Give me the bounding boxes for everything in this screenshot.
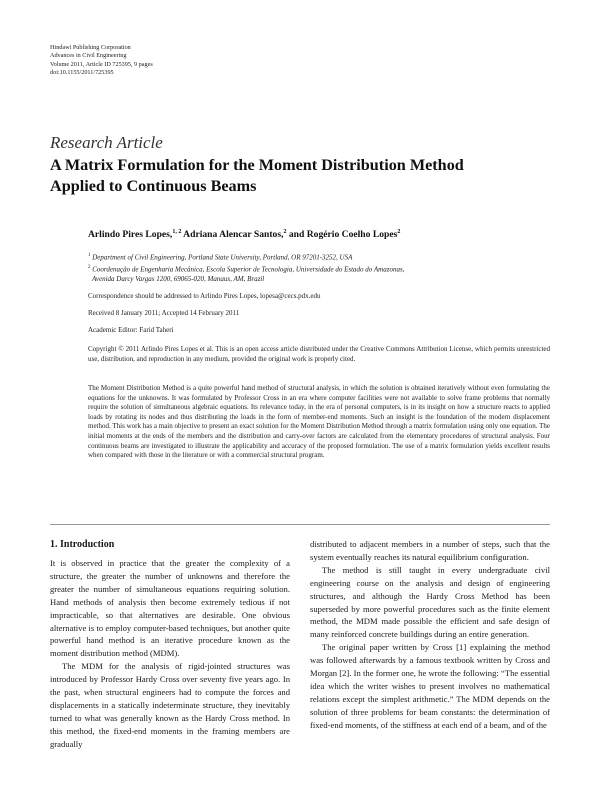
left-column	[50, 538, 290, 751]
author-affiliation-mark: 2	[283, 229, 287, 235]
affiliation-text: Department of Civil Engineering, Portland State University, Portland, OR 97201-3252, USA	[90, 253, 353, 262]
title-line: Applied to Continuous Beams	[50, 177, 257, 195]
body-paragraph: The method is still taught in every undergraduate civil engineering course on the analysis and design of engineering structures, and although the Hardy Cross Method has been superseded by more powerful procedures such as the finite element method, the MDM made possible the efficient and safe design of many reinforced concrete buildings during an entire generation.	[310, 564, 550, 640]
volume-info: Volume 2011, Article ID 725395, 9 pages	[50, 60, 153, 68]
article-type: Research Article	[50, 133, 163, 152]
author-name: Arlindo Pires Lopes,	[88, 229, 173, 241]
author-list	[88, 229, 400, 240]
section-divider	[50, 524, 550, 525]
academic-editor: Academic Editor: Farid Taheri	[88, 326, 174, 334]
affiliations	[88, 251, 404, 284]
right-column	[310, 538, 550, 732]
doi: doi:10.1155/2011/725395	[50, 69, 114, 77]
paper-title	[50, 155, 550, 197]
journal-name: Advances in Civil Engineering	[50, 52, 127, 60]
copyright-notice: Copyright © 2011 Arlindo Pires Lopes et al. This is an open access article distributed under the Creative Commons Attribution License, which permits unrestricted use, distribution, and reproduction in any medium, provided the original work is properly cited.	[88, 345, 550, 363]
affiliation-text: Coordenação de Engenharia Mecânica, Escola Superior de Tecnologia, Universidade do Estado do Amazonas,	[90, 265, 405, 274]
affiliation-mark: 1	[88, 253, 91, 258]
affiliation-2	[88, 263, 404, 275]
body-paragraph: The MDM for the analysis of rigid-jointed structures was introduced by Professor Hardy Cross over seventy five years ago. In the past, when structural engineers had to compute the forces and displacements in a statically indeterminate structure, they inevitably turned to what was generally known as the Hardy Cross method. In this method, the fixed-end moments in the framing members are gradually	[50, 661, 290, 749]
affiliation-1	[88, 251, 404, 263]
abstract: The Moment Distribution Method is a quite powerful hand method of structural analysis, in which the solution is obtained iteratively without even formulating the equations for the unknowns. It was formulated by Professor Cross in an era where computer facilities were not available to solve frame problems that normally require the solution of simultaneous algebraic equations. Its relevance today, in the era of personal computers, is in its insight on how a structure reacts to applied loads by rotating its nodes and thus distributing the loads in the form of member-end moments. Such an insight is the foundation of the modern displacement method. This work has a main objective to present an exact solution for the Moment Distribution Method through a matrix formulation using only one equation. The initial moments at the ends of the members and the distribution and carry-over factors are calculated from the elementary procedures of structural analysis. Four continuous beams are investigated to illustrate the applicability and accuracy of the proposed formulation. The use of a matrix formulation yields excellent results when compared with those in the literature or with a commercial structural program.	[88, 384, 550, 460]
body-paragraph: distributed to adjacent members in a number of steps, such that the system eventually reaches its natural equilibrium configuration.	[310, 539, 550, 562]
author-name: Adriana Alencar Santos,	[181, 229, 284, 241]
correspondence: Correspondence should be addressed to Arlindo Pires Lopes, lopesa@cecs.pdx.edu	[88, 292, 321, 300]
publisher-name: Hindawi Publishing Corporation	[50, 44, 131, 51]
title-line: A Matrix Formulation for the Moment Distribution Method	[50, 156, 464, 174]
affiliation-mark: 2	[88, 264, 91, 270]
journal-header	[50, 44, 153, 78]
affiliation-2-continued: Avenida Darcy Vargas 1200, 69065-020, Manaus, AM, Brazil	[92, 274, 265, 283]
author-affiliation-mark: 1, 2	[172, 229, 182, 235]
body-paragraph: The original paper written by Cross [1] explaining the method was followed afterwards by a famous textbook written by Cross and Morgan [2]. In the former one, he wrote the following: “The essential idea which the writer wishes to present involves no mathematical relations except the simplest arithmetic.” The MDM depends on the solution of three problems for beam constants: the determination of fixed-end moments, of the stiffness at each end of a beam, and of the	[310, 642, 550, 730]
body-paragraph: It is observed in practice that the greater the complexity of a structure, the greater the number of unknowns and therefore the greater the number of simultaneous equations requiring solution. Hand methods of analysis then become extremely tedious if not impracticable, so that alternatives are desirable. One obvious alternative is to employ computer-based techniques, but another quite powerful hand method is an iterative procedure known as the moment distribution method (MDM).	[50, 558, 290, 659]
section-heading: 1. Introduction	[50, 539, 115, 550]
author-name: and Rogério Coelho Lopes	[286, 229, 398, 241]
author-affiliation-mark: 2	[397, 229, 401, 235]
dates: Received 8 January 2011; Accepted 14 February 2011	[88, 309, 240, 317]
